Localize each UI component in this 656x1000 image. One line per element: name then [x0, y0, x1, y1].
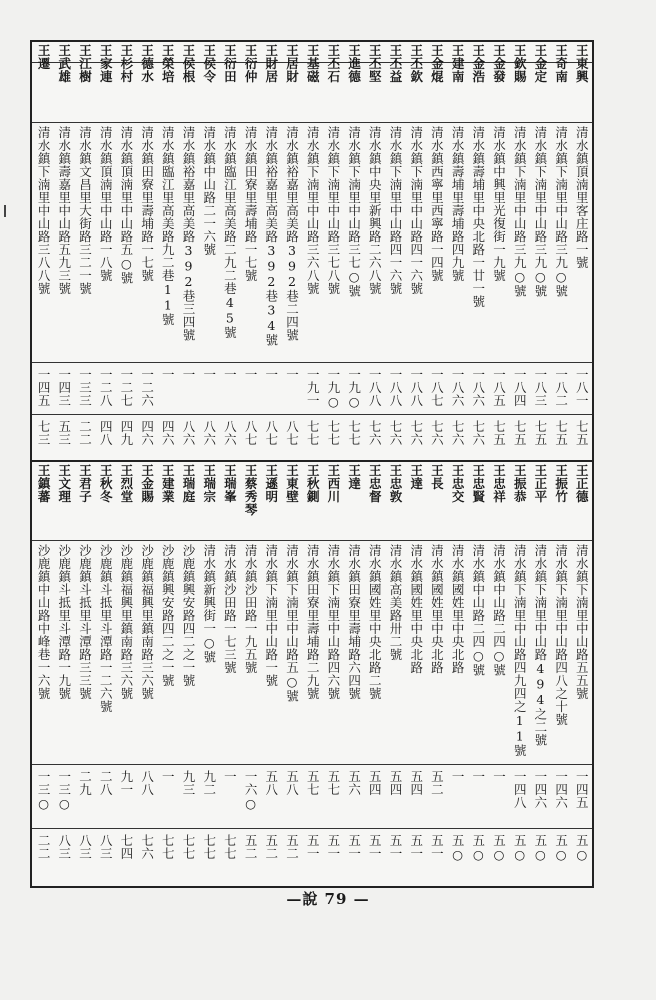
row-v1: 一四五 — [574, 770, 590, 809]
row-v1: 一 — [222, 770, 238, 783]
row-name: 王東壁 — [284, 464, 300, 503]
row-name: 王江樹 — [77, 44, 93, 83]
row-v1: 五七 — [325, 770, 341, 796]
row-v2: 八六 — [201, 420, 217, 446]
row-v1: 一九○ — [346, 368, 362, 410]
row-v1: 一 — [284, 368, 300, 381]
row-address: 清水鎮下湳里中山路三七八號 — [325, 126, 341, 295]
row-name: 王君子 — [77, 464, 93, 503]
row-v1: 五七 — [305, 770, 321, 796]
row-v2: 五一 — [388, 834, 403, 860]
row-address: 清水鎮國姓里中央北路二號 — [367, 544, 383, 700]
row-address: 清水鎮下湳里中山路四一六號 — [408, 126, 424, 295]
row-address: 清水鎮下湳里中山路三九○號 — [553, 126, 569, 298]
row-v1: 一 — [450, 770, 466, 783]
row-name: 王奇南 — [553, 44, 569, 83]
row-v2: 五一 — [346, 834, 362, 860]
row-address: 清水鎮下湳里中山路三九○號 — [512, 126, 528, 298]
row-name: 王忠敦 — [388, 464, 403, 503]
row-address: 清水鎮中央里新興路二六八號 — [367, 126, 383, 295]
row-address: 清水鎮高美路卅二號 — [388, 544, 403, 661]
row-address: 清水鎮新興街一○號 — [201, 544, 217, 664]
table-page — [30, 40, 594, 888]
row-address: 清水鎮國姓里中央北路 — [429, 544, 445, 674]
row-v2: 四八 — [98, 420, 114, 446]
row-v2: 八六 — [181, 420, 196, 446]
row-v1: 一四三 — [56, 368, 72, 407]
row-address: 沙鹿鎮興安路四二之一號 — [160, 544, 176, 687]
row-v1: 一八二 — [553, 368, 569, 407]
row-v1: 五四 — [388, 770, 403, 796]
row-v2: 五一 — [325, 834, 341, 860]
row-name: 王丕石 — [325, 44, 341, 83]
row-v1: 一 — [263, 368, 279, 381]
rule-s2-v2 — [32, 828, 592, 829]
row-address: 清水鎮下湳里中山路三八八號 — [36, 126, 52, 295]
row-v1: 一 — [181, 368, 196, 381]
row-v1: 一九一 — [305, 368, 321, 407]
row-name: 王衍仲 — [243, 44, 259, 83]
row-address: 清水鎮國姓里中央北路 — [450, 544, 466, 674]
row-v1: 五四 — [408, 770, 424, 796]
row-v1: 一 — [201, 368, 217, 381]
row-address: 清水鎮下湳里中山路四九四之11號 — [512, 544, 528, 757]
row-address: 清水鎮下湳里中山路494之二號 — [532, 544, 548, 747]
row-name: 王丕堅 — [367, 44, 383, 83]
row-v2: 七七 — [222, 834, 238, 860]
row-address: 清水鎮沙田路一七三號 — [222, 544, 238, 674]
row-address: 清水鎮臨江里高美路二九二巷45號 — [222, 126, 238, 339]
page-footer: —說 79 — — [286, 890, 370, 908]
section-divider — [32, 460, 592, 462]
row-v1: 一 — [470, 770, 486, 783]
row-v1: 一 — [222, 368, 238, 381]
row-v1: 一 — [491, 770, 507, 783]
row-name: 王居財 — [284, 44, 300, 83]
row-v2: 七七 — [346, 420, 362, 446]
row-name: 王遷 — [36, 44, 52, 70]
row-name: 王忠交 — [450, 464, 466, 503]
row-v2: 七六 — [470, 420, 486, 446]
row-v2: 七六 — [408, 420, 424, 446]
row-name: 王達 — [346, 464, 362, 490]
row-v2: 五○ — [512, 834, 528, 863]
row-v2: 七七 — [305, 420, 321, 446]
row-v2: 八三 — [77, 834, 93, 860]
row-v2: 七七 — [181, 834, 196, 860]
row-name: 王杉村 — [118, 44, 134, 83]
row-address: 清水鎮壽埔里壽埔路四九號 — [450, 126, 466, 282]
row-v2: 七七 — [160, 834, 176, 860]
row-address: 清水鎮田寮里壽埔路二九號 — [305, 544, 321, 700]
row-name: 王振竹 — [553, 464, 569, 503]
row-v2: 五一 — [367, 834, 383, 860]
row-v1: 一三三 — [77, 368, 93, 407]
row-v1: 一八五 — [491, 368, 507, 407]
row-v1: 二八 — [98, 770, 114, 796]
row-name: 王進德 — [346, 44, 362, 83]
row-name: 王德水 — [139, 44, 155, 83]
row-name: 王衍田 — [222, 44, 238, 83]
row-v2: 二二 — [36, 834, 52, 860]
row-address: 清水鎮下湳里中山路四一六號 — [388, 126, 403, 295]
row-v2: 五一 — [408, 834, 424, 860]
row-name: 王欽賜 — [512, 44, 528, 83]
row-v1: 一六○ — [243, 770, 259, 812]
row-v1: 一八八 — [367, 368, 383, 407]
row-name: 王金定 — [532, 44, 548, 83]
row-v2: 五三 — [56, 420, 72, 446]
row-v1: 一二七 — [118, 368, 134, 407]
row-address: 清水鎮沙田路一九五號 — [243, 544, 259, 674]
row-v1: 一四六 — [553, 770, 569, 809]
row-address: 清水鎮裕嘉里高美路392巷34號 — [263, 126, 279, 347]
row-address: 清水鎮西寧里西寧路一四號 — [429, 126, 445, 282]
row-name: 王正平 — [532, 464, 548, 503]
row-v2: 五○ — [491, 834, 507, 863]
row-address: 清水鎮中山路二四○號 — [491, 544, 507, 677]
row-address: 清水鎮中山路二一六號 — [201, 126, 217, 256]
row-name: 王侯根 — [181, 44, 196, 83]
row-address: 清水鎮田寮里壽埔路六四號 — [346, 544, 362, 700]
row-name: 王西川 — [325, 464, 341, 503]
row-v2: 八六 — [222, 420, 238, 446]
row-v1: 一 — [160, 770, 176, 783]
row-name: 王正德 — [574, 464, 590, 503]
row-v2: 五一 — [305, 834, 321, 860]
row-name: 王瑞宗 — [201, 464, 217, 503]
row-v2: 八三 — [98, 834, 114, 860]
row-address: 清水鎮田寮里壽埔路一七號 — [139, 126, 155, 282]
row-v1: 一八四 — [512, 368, 528, 407]
row-address: 清水鎮壽埔里中央北路一廿一號 — [470, 126, 486, 308]
row-v1: 一九○ — [325, 368, 341, 410]
row-v2: 五○ — [574, 834, 590, 863]
row-v1: 五四 — [367, 770, 383, 796]
row-v1: 一三○ — [56, 770, 72, 812]
row-name: 王瑞庭 — [181, 464, 196, 503]
row-address: 沙鹿鎮興安路四二之一號 — [181, 544, 196, 687]
row-v2: 五二 — [263, 834, 279, 860]
row-v2: 八七 — [263, 420, 279, 446]
row-address: 沙鹿鎮斗抵里斗潭路一二六號 — [98, 544, 114, 713]
row-v2: 五○ — [553, 834, 569, 863]
row-address: 清水鎮臨江里高美路九二巷11號 — [160, 126, 176, 326]
row-v2: 八三 — [56, 834, 72, 860]
row-v1: 九一 — [118, 770, 134, 796]
row-name: 王家連 — [98, 44, 114, 83]
row-v2: 七五 — [553, 420, 569, 446]
row-name: 王忠督 — [367, 464, 383, 503]
row-name: 王榮培 — [160, 44, 176, 83]
row-address: 清水鎮下湳里中山路四六號 — [325, 544, 341, 700]
row-v2: 七四 — [118, 834, 134, 860]
row-v1: 二九 — [77, 770, 93, 796]
row-v1: 五二 — [429, 770, 445, 796]
row-v1: 一八八 — [388, 368, 403, 407]
row-v1: 一八六 — [470, 368, 486, 407]
row-address: 清水鎮文昌里大街路三二一號 — [77, 126, 93, 295]
row-v1: 五八 — [263, 770, 279, 796]
row-name: 王武雄 — [56, 44, 72, 83]
row-name: 王振恭 — [512, 464, 528, 503]
row-address: 清水鎮下湳里中山路三六八號 — [305, 126, 321, 295]
row-v1: 一八七 — [429, 368, 445, 407]
row-v1: 五六 — [346, 770, 362, 796]
row-v1: 一二八 — [98, 368, 114, 407]
row-name: 王丕益 — [388, 44, 403, 83]
row-v1: 一 — [243, 368, 259, 381]
row-address: 清水鎮頂湳里中山路五○號 — [118, 126, 134, 285]
row-v2: 四六 — [160, 420, 176, 446]
row-name: 王秋鍘 — [305, 464, 321, 503]
row-v2: 七六 — [388, 420, 403, 446]
row-address: 沙鹿鎮福興里鎮南路三六號 — [118, 544, 134, 700]
row-name: 王丕欽 — [408, 44, 424, 83]
row-v1: 一八八 — [408, 368, 424, 407]
row-name: 王金賜 — [139, 464, 155, 503]
row-v1: 九二 — [201, 770, 217, 796]
row-name: 王金焜 — [429, 44, 445, 83]
row-address: 清水鎮下湳里中山路一號 — [263, 544, 279, 687]
row-address: 沙鹿鎮斗抵里斗潭路三三號 — [77, 544, 93, 700]
margin-mark — [4, 205, 6, 217]
row-v1: 五八 — [284, 770, 300, 796]
row-name: 王長 — [429, 464, 445, 490]
row-name: 王遜明 — [263, 464, 279, 503]
row-name: 王忠賢 — [470, 464, 486, 503]
row-v2: 七六 — [429, 420, 445, 446]
row-address: 清水鎮下湳里中山路五五號 — [574, 544, 590, 700]
row-v2: 七五 — [512, 420, 528, 446]
row-address: 清水鎮頂湳里中山路一八號 — [98, 126, 114, 282]
row-v1: 一四八 — [512, 770, 528, 809]
row-v2: 七七 — [325, 420, 341, 446]
row-address: 清水鎮下湳里中山路三九○號 — [532, 126, 548, 298]
row-address: 沙鹿鎮斗抵里斗潭路一九號 — [56, 544, 72, 700]
row-name: 王金浩 — [470, 44, 486, 83]
row-name: 王侯令 — [201, 44, 217, 83]
row-v2: 五二 — [243, 834, 259, 860]
row-v2: 七六 — [367, 420, 383, 446]
row-address: 清水鎮中興里光復街一九號 — [491, 126, 507, 282]
row-name: 王鎮蕃 — [36, 464, 52, 503]
row-v2: 五二 — [284, 834, 300, 860]
row-name: 王建業 — [160, 464, 176, 503]
row-v1: 一八一 — [574, 368, 590, 407]
row-v1: 一八六 — [450, 368, 466, 407]
rule-s1-v2 — [32, 414, 592, 415]
row-v2: 七六 — [450, 420, 466, 446]
row-address: 清水鎮頂湳里客庄路一號 — [574, 126, 590, 269]
row-name: 王建南 — [450, 44, 466, 83]
row-name: 王金發 — [491, 44, 507, 83]
row-address: 清水鎮田寮里壽埔路一七號 — [243, 126, 259, 282]
row-v2: 七五 — [574, 420, 590, 446]
row-v2: 七五 — [491, 420, 507, 446]
row-address: 清水鎮裕嘉里高美路392巷三四號 — [181, 126, 196, 342]
row-address: 清水鎮國姓里中央北路 — [408, 544, 424, 674]
row-v2: 二二 — [77, 420, 93, 446]
row-name: 王基磁 — [305, 44, 321, 83]
row-v2: 五○ — [450, 834, 466, 863]
rule-s1-addr — [32, 122, 592, 123]
row-v1: 一四六 — [532, 770, 548, 809]
row-address: 清水鎮壽嘉里中山路五九三號 — [56, 126, 72, 295]
row-address: 清水鎮下湳里中山路三七○號 — [346, 126, 362, 298]
row-v2: 四九 — [118, 420, 134, 446]
row-address: 清水鎮下湳里中山路五○號 — [284, 544, 300, 703]
row-address: 沙鹿鎮中山路中峰巷一六號 — [36, 544, 52, 700]
rule-s2-name — [32, 540, 592, 541]
rule-s1-v1 — [32, 362, 592, 363]
row-address: 清水鎮下湳里中山路四八之十號 — [553, 544, 569, 726]
rule-s2-v1 — [32, 764, 592, 765]
row-v1: 一三○ — [36, 770, 52, 812]
row-v2: 四六 — [139, 420, 155, 446]
row-name: 王東興 — [574, 44, 590, 83]
row-v2: 七六 — [139, 834, 155, 860]
row-v1: 一四五 — [36, 368, 52, 407]
row-name: 王文理 — [56, 464, 72, 503]
row-name: 王蔡秀琴 — [243, 464, 259, 516]
row-address: 清水鎮中山路二四○號 — [470, 544, 486, 677]
row-name: 王烈堂 — [118, 464, 134, 503]
row-v2: 七五 — [532, 420, 548, 446]
row-v1: 八八 — [139, 770, 155, 796]
row-v2: 五○ — [470, 834, 486, 863]
row-v1: 一二六 — [139, 368, 155, 407]
row-address: 清水鎮裕嘉里高美路392巷二四號 — [284, 126, 300, 342]
row-name: 王忠祥 — [491, 464, 507, 503]
row-v1: 一 — [160, 368, 176, 381]
row-name: 王達 — [408, 464, 424, 490]
row-name: 王瑞峯 — [222, 464, 238, 503]
row-v1: 一八三 — [532, 368, 548, 407]
row-v2: 七三 — [36, 420, 52, 446]
row-v2: 五○ — [532, 834, 548, 863]
row-v2: 八七 — [284, 420, 300, 446]
row-v2: 五一 — [429, 834, 445, 860]
row-name: 王秋冬 — [98, 464, 114, 503]
row-v2: 八七 — [243, 420, 259, 446]
row-address: 沙鹿鎮福興里鎮南路三六號 — [139, 544, 155, 700]
row-v1: 九三 — [181, 770, 196, 796]
row-name: 王財居 — [263, 44, 279, 83]
row-v2: 七七 — [201, 834, 217, 860]
